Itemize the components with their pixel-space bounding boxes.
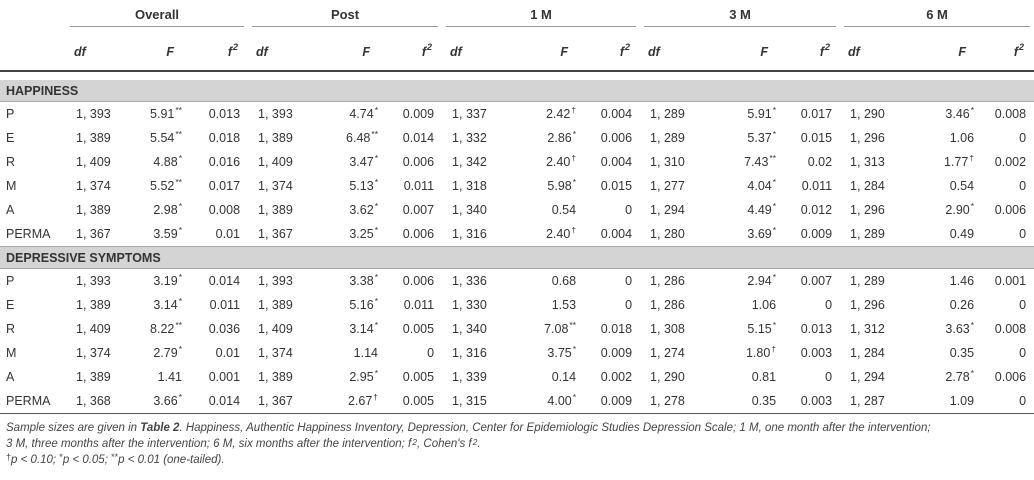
cell-effect-size: 0.015 xyxy=(800,131,833,145)
significance-marker: * xyxy=(178,392,182,402)
cell-df: 1, 286 xyxy=(650,298,685,312)
section-title: HAPPINESS xyxy=(0,80,1034,102)
significance-marker: * xyxy=(374,225,379,235)
cell-effect-size: 0.009 xyxy=(402,107,435,121)
cell-df: 1, 280 xyxy=(650,227,685,241)
cell-effect-size: 0.004 xyxy=(600,227,633,241)
cell-f-value: 2.79* xyxy=(153,344,182,360)
cell-f-value: 1.53 xyxy=(551,298,577,312)
cell-f-value: 1.80† xyxy=(745,344,777,360)
group-header-6m: 6 M xyxy=(840,0,1034,34)
cell-f-value: 2.67† xyxy=(316,389,382,414)
cell-effect-size: 0.007 xyxy=(402,203,435,217)
cell-effect-size: 0.014 xyxy=(208,274,241,288)
cell-f-value: 5.16* xyxy=(349,296,379,312)
cell-df: 1, 289 xyxy=(650,107,685,121)
cell-df: 1, 368 xyxy=(66,389,130,414)
cell-df: 1, 286 xyxy=(650,274,685,288)
cell-f-value: 4.49* xyxy=(747,201,777,217)
cell-effect-size: 0.005 xyxy=(402,370,435,384)
cell-df: 1, 389 xyxy=(258,298,293,312)
cell-df: 1, 296 xyxy=(850,203,885,217)
cell-f-value: 2.98* xyxy=(153,201,182,217)
cell-effect-size: 0.008 xyxy=(994,322,1027,336)
cell-f-value: 5.91** xyxy=(150,105,182,121)
cell-f-value: 2.95* xyxy=(349,368,379,384)
cell-f-value: 3.46* xyxy=(945,105,975,121)
cell-df: 1, 330 xyxy=(452,298,487,312)
significance-marker: * xyxy=(178,344,182,354)
cell-df: 1, 374 xyxy=(76,346,111,360)
table-row xyxy=(0,126,1034,150)
table-row xyxy=(0,150,1034,174)
cell-f-value: 2.40† xyxy=(545,225,577,241)
col-header-f2: $f^2$ xyxy=(619,42,631,59)
cell-df: 1, 389 xyxy=(76,370,111,384)
cell-effect-size: 0 xyxy=(625,203,633,217)
cell-df: 1, 367 xyxy=(258,227,293,241)
col-header-df: df xyxy=(74,45,86,59)
cell-effect-size: 0 xyxy=(625,298,633,312)
table-row xyxy=(0,269,1034,294)
cell-f-value: 3.19* xyxy=(153,272,182,288)
significance-marker: † xyxy=(571,105,577,115)
cell-f-value: 4.74* xyxy=(349,105,379,121)
significance-marker: * xyxy=(572,177,577,187)
cell-effect-size: 0.014 xyxy=(402,131,435,145)
cell-effect-size: 0.009 xyxy=(580,389,640,414)
section-header-row xyxy=(0,80,1034,102)
cell-effect-size: 0 xyxy=(1019,179,1027,193)
cell-f-value: 0.54 xyxy=(949,179,975,193)
significance-marker: ** xyxy=(569,320,577,330)
cell-df: 1, 393 xyxy=(76,107,111,121)
cell-df: 1, 308 xyxy=(650,322,685,336)
cell-effect-size: 0.004 xyxy=(600,155,633,169)
significance-marker: * xyxy=(772,201,777,211)
significance-marker: * xyxy=(374,105,379,115)
cell-effect-size: 0.009 xyxy=(600,346,633,360)
row-label: P xyxy=(6,107,15,121)
cell-df: 1, 290 xyxy=(850,107,885,121)
cell-df: 1, 389 xyxy=(76,131,111,145)
cell-effect-size: 0.009 xyxy=(800,227,833,241)
cell-effect-size: 0.013 xyxy=(800,322,833,336)
cell-df: 1, 393 xyxy=(258,107,293,121)
cell-effect-size: 0.011 xyxy=(801,179,833,193)
cell-effect-size: 0 xyxy=(1019,346,1027,360)
significance-marker: † xyxy=(771,344,777,354)
section-header-row xyxy=(0,247,1034,269)
cell-f-value: 5.98* xyxy=(547,177,577,193)
cell-effect-size: 0.005 xyxy=(382,389,442,414)
significance-marker: * xyxy=(572,392,577,402)
cell-f-value: 3.38* xyxy=(349,272,379,288)
cell-df: 1, 367 xyxy=(76,227,111,241)
cell-df: 1, 287 xyxy=(840,389,912,414)
cell-effect-size: 0.003 xyxy=(780,389,840,414)
table-row xyxy=(0,317,1034,341)
cell-f-value: 5.91* xyxy=(747,105,777,121)
cell-df: 1, 374 xyxy=(258,346,293,360)
cell-effect-size: 0.007 xyxy=(800,274,833,288)
cell-effect-size: 0.013 xyxy=(208,107,241,121)
cell-f-value: 0.49 xyxy=(949,227,975,241)
cell-effect-size: 0 xyxy=(825,298,833,312)
cell-effect-size: 0.017 xyxy=(800,107,833,121)
table-row xyxy=(0,389,1034,414)
table-row xyxy=(0,222,1034,247)
cell-df: 1, 289 xyxy=(650,131,685,145)
table-row xyxy=(0,198,1034,222)
cell-effect-size: 0.004 xyxy=(600,107,633,121)
cell-effect-size: 0.002 xyxy=(994,155,1027,169)
cell-df: 1, 310 xyxy=(650,155,685,169)
cell-f-value: 1.06 xyxy=(949,131,975,145)
significance-marker: * xyxy=(374,368,379,378)
row-label-header xyxy=(0,34,66,71)
cell-effect-size: 0 xyxy=(625,274,633,288)
cell-effect-size: 0.011 xyxy=(403,298,435,312)
table-footnotes xyxy=(6,420,1010,468)
significance-marker: ** xyxy=(175,177,182,187)
cell-df: 1, 374 xyxy=(76,179,111,193)
row-label: P xyxy=(6,274,15,288)
significance-marker: * xyxy=(772,105,777,115)
cell-effect-size: 0.01 xyxy=(215,346,241,360)
cell-df: 1, 409 xyxy=(258,322,293,336)
cell-df: 1, 296 xyxy=(850,298,885,312)
cell-f-value: 3.66* xyxy=(130,389,186,414)
significance-marker: * xyxy=(178,201,182,211)
corner-cell xyxy=(0,0,66,34)
cell-df: 1, 389 xyxy=(76,203,111,217)
significance-marker: * xyxy=(970,320,975,330)
significance-marker: * xyxy=(374,201,379,211)
cell-f-value: 0.26 xyxy=(949,298,975,312)
cell-effect-size: 0.018 xyxy=(208,131,241,145)
cell-effect-size: 0 xyxy=(825,370,833,384)
table-row xyxy=(0,102,1034,127)
sub-header-row xyxy=(0,34,1034,71)
cell-df: 1, 289 xyxy=(850,227,885,241)
table-reference-link[interactable]: Table 2 xyxy=(140,422,180,434)
group-header-overall: Overall xyxy=(66,0,248,34)
cell-f-value: 5.54** xyxy=(150,129,182,145)
significance-marker: * xyxy=(772,225,777,235)
cell-f-value: 3.75* xyxy=(547,344,577,360)
cell-effect-size: 0.006 xyxy=(402,274,435,288)
row-label: PERMA xyxy=(6,227,51,241)
cell-df: 1, 284 xyxy=(850,179,885,193)
cell-effect-size: 0.003 xyxy=(800,346,833,360)
cell-effect-size: 0 xyxy=(1019,298,1027,312)
cell-f-value: 1.14 xyxy=(353,346,379,360)
row-label: M xyxy=(6,346,17,360)
cell-f-value: 2.40† xyxy=(545,153,577,169)
cell-f-value: 2.42† xyxy=(545,105,577,121)
col-header-f: F xyxy=(760,45,769,59)
cell-df: 1, 389 xyxy=(258,370,293,384)
cell-effect-size: 0.001 xyxy=(208,370,241,384)
significance-marker: * xyxy=(374,177,379,187)
footnote-line-2: 3 M, three months after the intervention; 6 M, six months after the intervention; $f^2$, Cohen's $f^2$. xyxy=(6,437,481,450)
cell-f-value: 0.35 xyxy=(710,389,780,414)
cell-df: 1, 374 xyxy=(258,179,293,193)
col-header-f2: $f^2$ xyxy=(227,42,239,59)
row-label: A xyxy=(6,370,15,384)
cell-effect-size: 0.002 xyxy=(600,370,633,384)
footnote-line-1: Sample sizes are given in Table 2. Happiness, Authentic Happiness Inventory, Depression, Center for Epidemiologic Studies Depression Scale; 1 M, one month after the intervention; xyxy=(6,422,931,434)
cell-effect-size: 0.008 xyxy=(208,203,241,217)
cell-df: 1, 294 xyxy=(850,370,885,384)
cell-f-value: 3.14* xyxy=(153,296,182,312)
cell-f-value: 2.78* xyxy=(945,368,975,384)
cell-f-value: 4.00* xyxy=(514,389,580,414)
cell-df: 1, 393 xyxy=(76,274,111,288)
significance-marker: * xyxy=(178,296,182,306)
cell-effect-size: 0.006 xyxy=(994,370,1027,384)
significance-marker: * xyxy=(772,177,777,187)
significance-marker: ** xyxy=(175,129,182,139)
cell-effect-size: 0.006 xyxy=(402,227,435,241)
cell-df: 1, 332 xyxy=(452,131,487,145)
cell-f-value: 4.04* xyxy=(747,177,777,193)
footnote-line-3: †p < 0.10; *p < 0.05; **p < 0.01 (one-tailed). xyxy=(6,452,225,466)
cell-effect-size: 0.02 xyxy=(807,155,833,169)
col-header-f: F xyxy=(958,45,967,59)
cell-f-value: 3.25* xyxy=(349,225,379,241)
cell-df: 1, 389 xyxy=(258,203,293,217)
row-label: R xyxy=(6,322,16,336)
col-header-df: df xyxy=(256,45,268,59)
col-header-f2: $f^2$ xyxy=(1013,42,1025,59)
row-label: E xyxy=(6,131,15,145)
cell-effect-size: 0.012 xyxy=(800,203,833,217)
row-label: A xyxy=(6,203,15,217)
cell-effect-size: 0.015 xyxy=(600,179,633,193)
cell-f-value: 1.41 xyxy=(157,370,182,384)
significance-marker: * xyxy=(970,105,975,115)
cell-f-value: 5.15* xyxy=(747,320,777,336)
group-header-post: Post xyxy=(248,0,442,34)
cell-f-value: 2.86* xyxy=(547,129,577,145)
cell-f-value: 5.52** xyxy=(150,177,182,193)
cell-df: 1, 367 xyxy=(248,389,316,414)
cell-f-value: 3.63* xyxy=(945,320,975,336)
table-row xyxy=(0,174,1034,198)
cell-f-value: 5.13* xyxy=(349,177,379,193)
cell-f-value: 6.48** xyxy=(346,129,379,145)
cell-f-value: 3.14* xyxy=(349,320,379,336)
significance-marker: * xyxy=(178,272,182,282)
significance-marker: ** xyxy=(175,105,182,115)
cell-f-value: 4.88* xyxy=(153,153,182,169)
section-title: DEPRESSIVE SYMPTOMS xyxy=(0,247,1034,269)
cell-f-value: 1.09 xyxy=(912,389,978,414)
cell-f-value: 3.62* xyxy=(349,201,379,217)
cell-effect-size: 0.001 xyxy=(994,274,1027,288)
significance-marker: * xyxy=(374,320,379,330)
row-label: E xyxy=(6,298,15,312)
row-label: R xyxy=(6,155,16,169)
cell-effect-size: 0.016 xyxy=(208,155,241,169)
cell-effect-size: 0 xyxy=(1019,131,1027,145)
cell-f-value: 3.69* xyxy=(747,225,777,241)
cell-f-value: 0.14 xyxy=(551,370,577,384)
significance-marker: * xyxy=(374,272,379,282)
cell-df: 1, 342 xyxy=(452,155,487,169)
cell-f-value: 5.37* xyxy=(747,129,777,145)
col-header-f: F xyxy=(362,45,371,59)
significance-marker: * xyxy=(572,129,577,139)
cell-df: 1, 318 xyxy=(452,179,487,193)
cell-df: 1, 393 xyxy=(258,274,293,288)
significance-marker: * xyxy=(970,201,975,211)
cell-df: 1, 284 xyxy=(850,346,885,360)
cell-effect-size: 0.005 xyxy=(402,322,435,336)
cell-df: 1, 340 xyxy=(452,203,487,217)
cell-effect-size: 0.008 xyxy=(994,107,1027,121)
cell-df: 1, 296 xyxy=(850,131,885,145)
cell-effect-size: 0.011 xyxy=(403,179,435,193)
cell-f-value: 0.68 xyxy=(551,274,577,288)
cell-df: 1, 315 xyxy=(442,389,514,414)
col-header-f2: $f^2$ xyxy=(819,42,831,59)
significance-marker: * xyxy=(178,225,182,235)
group-header-row xyxy=(0,0,1034,34)
significance-marker: ** xyxy=(175,320,182,330)
significance-marker: * xyxy=(772,272,777,282)
cell-df: 1, 337 xyxy=(452,107,487,121)
significance-marker: * xyxy=(772,320,777,330)
cell-f-value: 7.43** xyxy=(744,153,777,169)
cell-df: 1, 409 xyxy=(258,155,293,169)
cell-f-value: 2.94* xyxy=(747,272,777,288)
cell-df: 1, 289 xyxy=(850,274,885,288)
col-header-f: F xyxy=(560,45,569,59)
row-label: M xyxy=(6,179,17,193)
col-header-f: F xyxy=(166,45,174,59)
spacer-row xyxy=(0,71,1034,80)
cell-df: 1, 277 xyxy=(650,179,685,193)
cell-df: 1, 274 xyxy=(650,346,685,360)
cell-df: 1, 336 xyxy=(452,274,487,288)
cell-f-value: 0.54 xyxy=(551,203,577,217)
cell-df: 1, 290 xyxy=(650,370,685,384)
table-row xyxy=(0,365,1034,389)
cell-df: 1, 340 xyxy=(452,322,487,336)
cell-effect-size: 0.006 xyxy=(600,131,633,145)
cell-f-value: 1.06 xyxy=(751,298,777,312)
cell-f-value: 8.22** xyxy=(150,320,182,336)
col-header-df: df xyxy=(648,45,660,59)
cell-f-value: 7.08** xyxy=(544,320,577,336)
significance-marker: * xyxy=(374,153,379,163)
cell-df: 1, 312 xyxy=(850,322,885,336)
significance-marker: † xyxy=(373,392,379,402)
cell-effect-size: 0.014 xyxy=(186,389,248,414)
significance-marker: † xyxy=(969,153,975,163)
cell-f-value: 0.35 xyxy=(949,346,975,360)
cell-effect-size: 0.036 xyxy=(208,322,241,336)
cell-effect-size: 0 xyxy=(427,346,435,360)
cell-f-value: 3.47* xyxy=(349,153,379,169)
table-row xyxy=(0,293,1034,317)
significance-marker: † xyxy=(571,225,577,235)
table-row xyxy=(0,341,1034,365)
col-header-f2: $f^2$ xyxy=(421,42,433,59)
cell-f-value: 0.81 xyxy=(751,370,777,384)
row-label: PERMA xyxy=(0,389,66,414)
cell-effect-size: 0.01 xyxy=(215,227,241,241)
cell-effect-size: 0.017 xyxy=(208,179,241,193)
cell-effect-size: 0.011 xyxy=(209,298,241,312)
cell-df: 1, 409 xyxy=(76,322,111,336)
cell-effect-size: 0.018 xyxy=(600,322,633,336)
cell-f-value: 3.59* xyxy=(153,225,182,241)
significance-marker: ** xyxy=(371,129,379,139)
significance-marker: ** xyxy=(769,153,777,163)
cell-effect-size: 0 xyxy=(1019,227,1027,241)
significance-marker: * xyxy=(970,368,975,378)
cell-f-value: 1.46 xyxy=(949,274,975,288)
significance-marker: * xyxy=(178,153,182,163)
cell-df: 1, 389 xyxy=(76,298,111,312)
cell-df: 1, 316 xyxy=(452,346,487,360)
significance-marker: * xyxy=(572,344,577,354)
cell-df: 1, 339 xyxy=(452,370,487,384)
cell-f-value: 1.77† xyxy=(943,153,975,169)
significance-marker: * xyxy=(374,296,379,306)
cell-effect-size: 0 xyxy=(978,389,1034,414)
significance-marker: * xyxy=(772,129,777,139)
cell-effect-size: 0.006 xyxy=(402,155,435,169)
cell-df: 1, 316 xyxy=(452,227,487,241)
group-header-1m: 1 M xyxy=(442,0,640,34)
group-header-3m: 3 M xyxy=(640,0,840,34)
col-header-df: df xyxy=(848,45,860,59)
cell-f-value: 2.90* xyxy=(945,201,975,217)
cell-effect-size: 0.006 xyxy=(994,203,1027,217)
col-header-df: df xyxy=(450,45,462,59)
cell-df: 1, 389 xyxy=(258,131,293,145)
cell-df: 1, 313 xyxy=(850,155,885,169)
cell-df: 1, 278 xyxy=(640,389,710,414)
cell-df: 1, 409 xyxy=(76,155,111,169)
significance-marker: † xyxy=(571,153,577,163)
cell-df: 1, 294 xyxy=(650,203,685,217)
